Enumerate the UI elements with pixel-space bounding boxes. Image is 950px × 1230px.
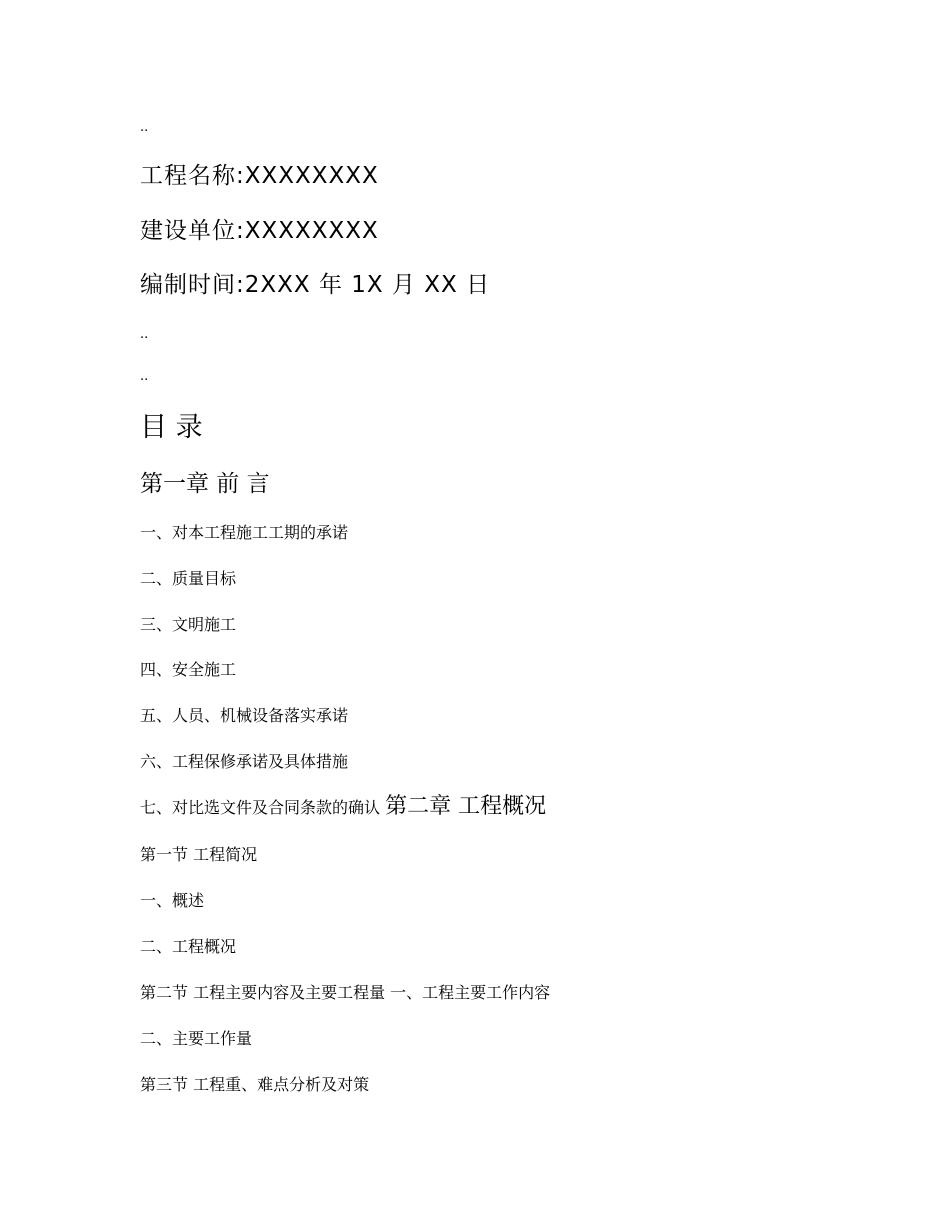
- toc-item: 五、人员、机械设备落实承诺: [140, 706, 349, 725]
- toc-item: 二、质量目标: [140, 569, 237, 588]
- toc-item: 七、对比选文件及合同条款的确认: [140, 798, 381, 817]
- dots-line: ..: [140, 369, 149, 384]
- toc-item: 六、工程保修承诺及具体措施: [140, 752, 349, 771]
- chapter-heading: 第二章 工程概况: [385, 794, 547, 819]
- toc-item: 二、工程概况: [140, 937, 237, 956]
- project-name: 工程名称:XXXXXXXX: [140, 163, 379, 189]
- builder-unit: 建设单位:XXXXXXXX: [140, 218, 379, 244]
- toc-item: 四、安全施工: [140, 660, 237, 679]
- toc-item: 一、对本工程施工工期的承诺: [140, 523, 349, 542]
- section-heading: 第二节 工程主要内容及主要工程量 一、工程主要工作内容: [140, 983, 551, 1002]
- chapter-heading: 第一章 前 言: [140, 471, 270, 497]
- toc-item: 二、主要工作量: [140, 1029, 253, 1048]
- toc-item: 一、概述: [140, 891, 205, 910]
- section-heading: 第一节 工程简况: [140, 845, 258, 864]
- toc-title: 目 录: [140, 412, 203, 443]
- section-heading: 第三节 工程重、难点分析及对策: [140, 1075, 370, 1094]
- dots-line: ..: [140, 120, 149, 135]
- toc-item-with-chapter: [140, 796, 546, 818]
- compiled-date: 编制时间:2XXX 年 1X 月 XX 日: [140, 272, 491, 298]
- dots-line: ..: [140, 327, 149, 342]
- toc-item: 三、文明施工: [140, 615, 237, 634]
